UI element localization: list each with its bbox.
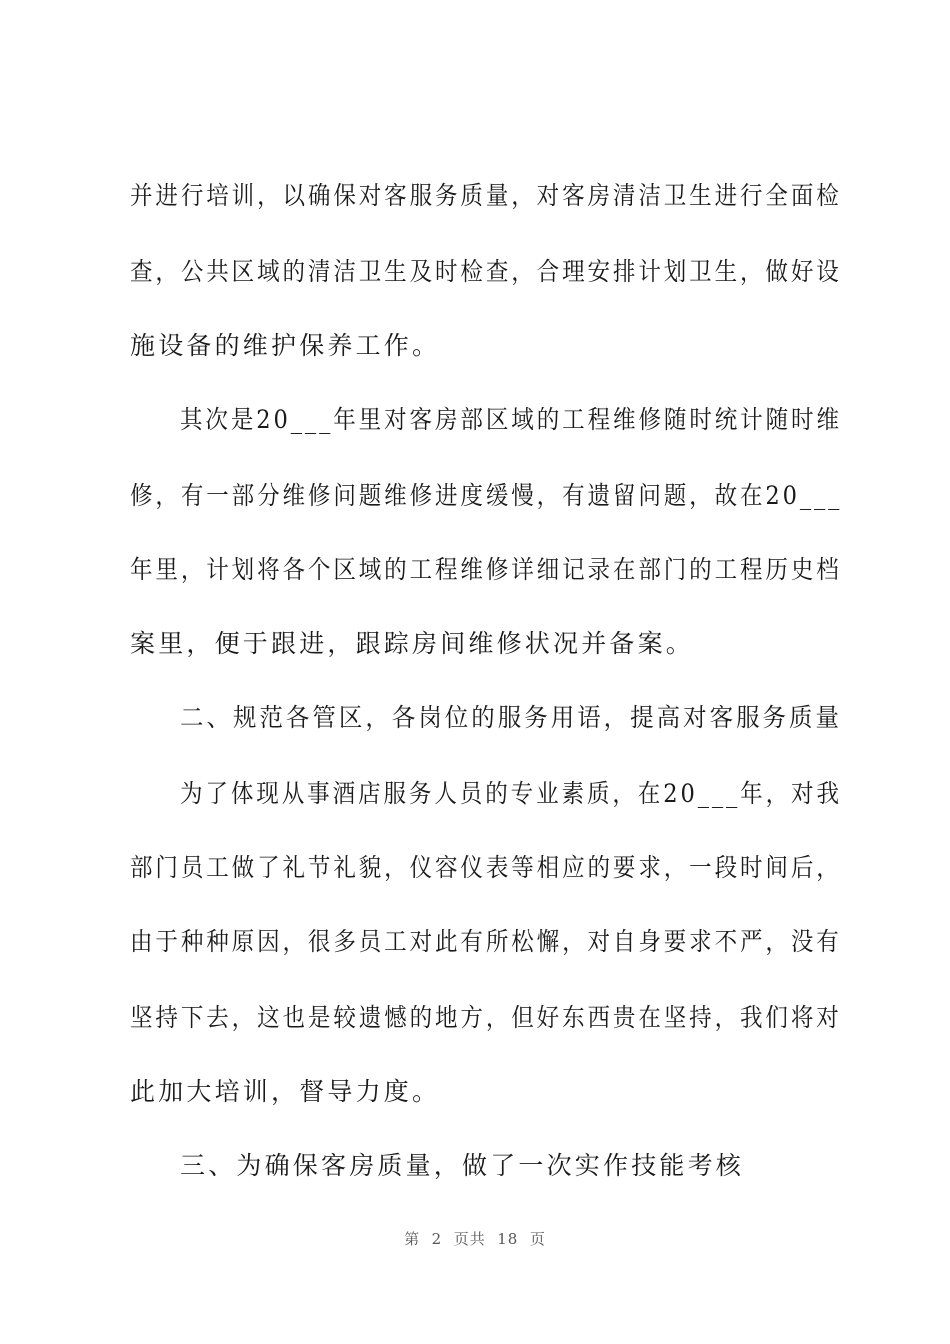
- body-text-line: 修，有一部分维修问题维修进度缓慢，有遗留问题，故在20___: [130, 481, 843, 510]
- paragraph-first-line: 为了体现从事酒店服务人员的专业素质，在20___年，对我: [180, 779, 842, 808]
- body-text-line: 年里，计划将各个区域的工程维修详细记录在部门的工程历史档: [130, 555, 842, 584]
- body-text-line: 此加大培训，督导力度。: [130, 1077, 441, 1106]
- section-heading-2: 二、规范各管区，各岗位的服务用语，提高对客服务质量: [180, 703, 843, 732]
- body-text-line: 案里，便于跟进，跟踪房间维修状况并备案。: [130, 629, 695, 658]
- page-number-footer: 第 2 页共 18 页: [404, 1230, 546, 1248]
- paragraph-first-line: 其次是20___年里对客房部区域的工程维修随时统计随时维: [180, 405, 842, 434]
- body-text-line: 坚持下去，这也是较遗憾的地方，但好东西贵在坚持，我们将对: [130, 1003, 842, 1032]
- body-text-line: 施设备的维护保养工作。: [130, 331, 441, 360]
- body-text-line: 查，公共区域的清洁卫生及时检查，合理安排计划卫生，做好设: [130, 257, 842, 286]
- section-heading-3: 三、为确保客房质量，做了一次实作技能考核: [180, 1151, 745, 1180]
- body-text-line: 由于种种原因，很多员工对此有所松懈，对自身要求不严，没有: [130, 927, 842, 956]
- body-text-line: 并进行培训，以确保对客服务质量，对客房清洁卫生进行全面检: [130, 181, 842, 210]
- body-text-line: 部门员工做了礼节礼貌，仪容仪表等相应的要求，一段时间后，: [130, 853, 842, 882]
